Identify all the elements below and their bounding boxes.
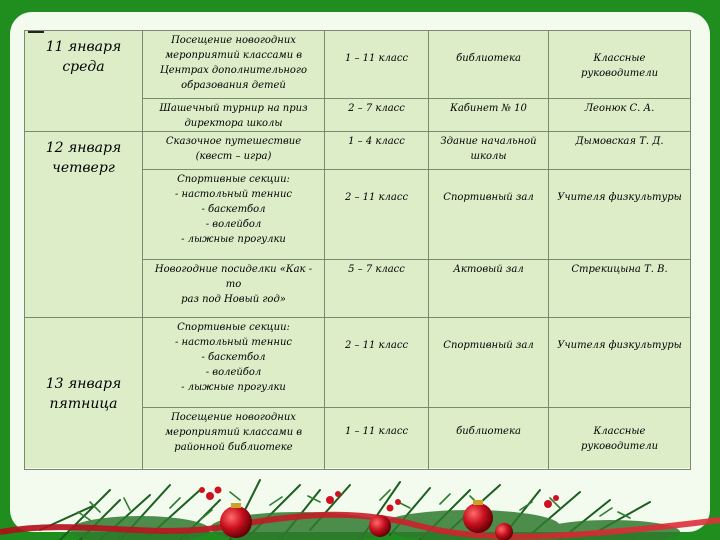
responsible-cell: Классные руководители <box>549 408 691 470</box>
table-row <box>25 318 691 408</box>
event-schedule-table <box>24 30 691 470</box>
classes-cell: 2 – 7 класс <box>325 99 429 132</box>
day-cell-jan-12 <box>25 132 143 318</box>
responsible-cell: Леонюк С. А. <box>549 99 691 132</box>
event-cell: Спортивные секции: - настольный теннис - баскетбол - волейбол - лыжные прогулки <box>143 170 325 260</box>
day-weekday: пятница <box>49 395 118 412</box>
responsible-cell: Классные руководители <box>549 31 691 99</box>
day-date: 13 января <box>45 375 122 392</box>
event-cell: Посещение новогодних мероприятий классами в районной библиотеке <box>143 408 325 470</box>
day-date: 12 января <box>45 140 122 156</box>
event-cell: Шашечный турнир на приз директора школы <box>143 99 325 132</box>
responsible-cell: Учителя физкультуры <box>549 170 691 260</box>
place-cell: библиотека <box>429 408 549 470</box>
table-row <box>25 31 691 99</box>
responsible-cell: Дымовская Т. Д. <box>549 132 691 170</box>
event-cell: Спортивные секции: - настольный теннис - баскетбол - волейбол - лыжные прогулки <box>143 318 325 408</box>
place-cell: Спортивный зал <box>429 170 549 260</box>
day-weekday: среда <box>62 59 105 75</box>
classes-cell: 1 – 11 класс <box>325 31 429 99</box>
place-cell: библиотека <box>429 31 549 99</box>
place-cell: Спортивный зал <box>429 318 549 408</box>
classes-cell: 5 – 7 класс <box>325 260 429 318</box>
event-cell: Новогодние посиделки «Как - то раз под Новый год» <box>143 260 325 318</box>
place-cell: Актовый зал <box>429 260 549 318</box>
classes-cell: 2 – 11 класс <box>325 170 429 260</box>
day-weekday: четверг <box>52 160 115 176</box>
day-cell-jan-11 <box>25 31 143 132</box>
event-cell: Сказочное путешествие (квест – игра) <box>143 132 325 170</box>
day-cell-jan-13 <box>25 318 143 470</box>
classes-cell: 2 – 11 класс <box>325 318 429 408</box>
place-cell: Здание начальной школы <box>429 132 549 170</box>
day-date: 11 января <box>45 39 122 55</box>
place-cell: Кабинет № 10 <box>429 99 549 132</box>
classes-cell: 1 – 4 класс <box>325 132 429 170</box>
classes-cell: 1 – 11 класс <box>325 408 429 470</box>
table-row <box>25 132 691 170</box>
responsible-cell: Учителя физкультуры <box>549 318 691 408</box>
table-corner-mark <box>28 31 44 33</box>
event-cell: Посещение новогодних мероприятий классами в Центрах дополнительного образования детей <box>143 31 325 99</box>
responsible-cell: Стрекицына Т. В. <box>549 260 691 318</box>
